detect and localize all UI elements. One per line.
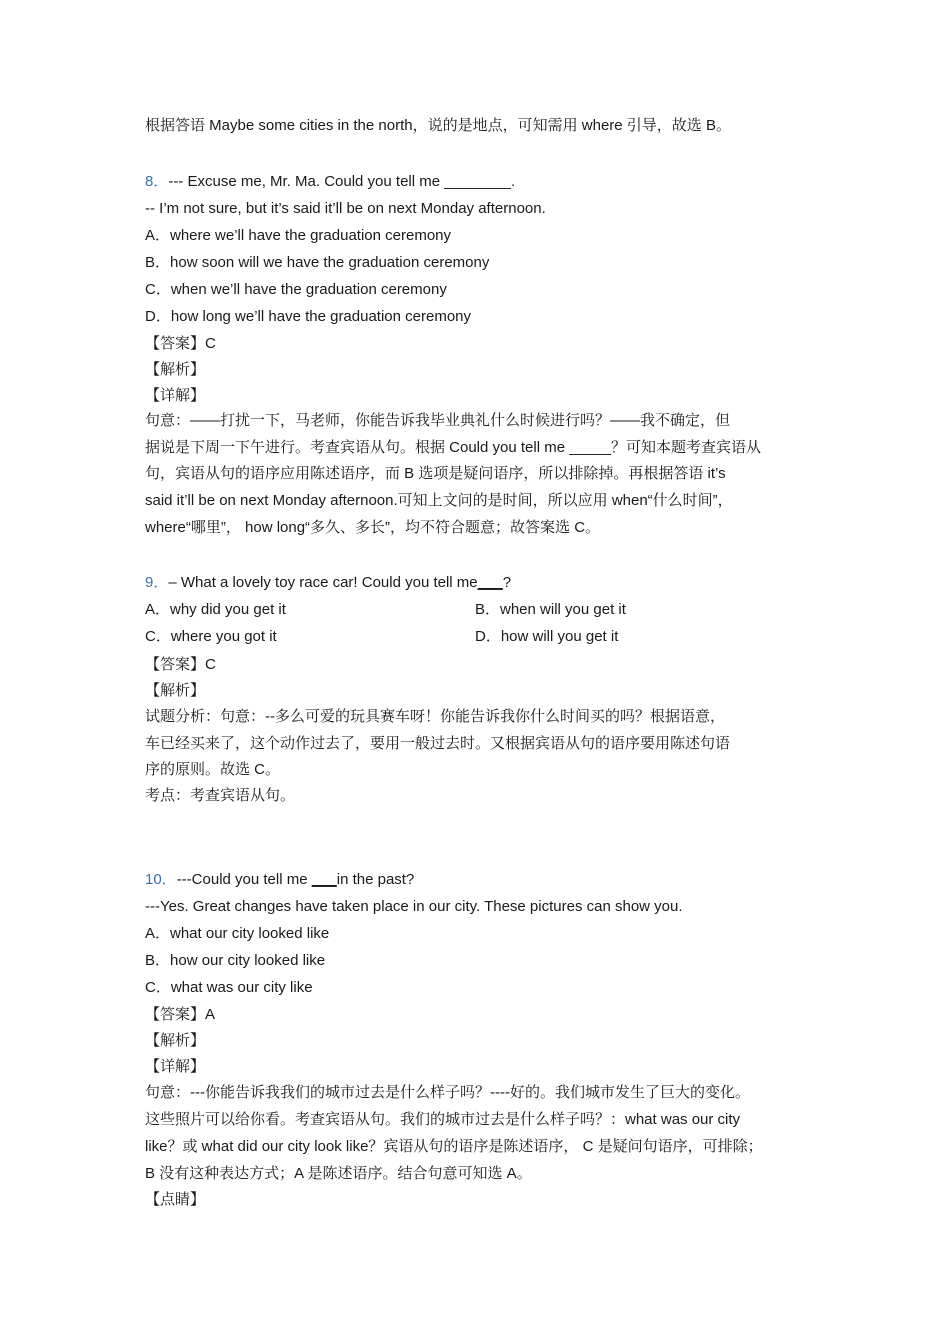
q9-explain-line: 车已经买来了，这个动作过去了，要用一般过去时。又根据宾语从句的语序要用陈述句语 — [145, 735, 731, 752]
q9-option-d: D．how will you get it — [475, 628, 619, 645]
q10-reply: ---Yes. Great changes have taken place in our city. These pictures can show you. — [145, 898, 683, 915]
q8-explain-line: 句意：——打扰一下，马老师，你能告诉我毕业典礼什么时候进行吗？——我不确定，但 — [145, 412, 731, 429]
q9-option-c: C．where you got it — [145, 628, 277, 645]
q8-option-d: D．how long we’ll have the graduation ceremony — [145, 308, 472, 325]
q8-detail-heading: 【详解】 — [145, 387, 206, 404]
q9-explain-line: 试题分析：句意：--多么可爱的玩具赛车呀！你能告诉我你什么时间买的吗？根据语意， — [145, 708, 725, 725]
q8-explain-line: where“哪里”， how long“多久、多长”，均不符合题意；故答案选 C。 — [145, 519, 601, 536]
q10-detail-heading: 【详解】 — [145, 1058, 206, 1075]
q8-stem — [145, 172, 515, 192]
q9-option-a: A．why did you get it — [145, 601, 286, 618]
q10-option-b: B．how our city looked like — [145, 952, 326, 969]
q9-analysis-heading: 【解析】 — [145, 682, 206, 699]
q10-number: 10． — [145, 871, 177, 888]
q9-stem-end: ? — [502, 574, 512, 591]
q10-tip-heading: 【点睛】 — [145, 1191, 206, 1208]
q10-stem-text: ---Could you tell me — [176, 871, 312, 888]
q9-stem — [145, 573, 511, 593]
q9-stem-text: – What a lovely toy race car! Could you tell me — [168, 574, 478, 591]
q8-option-a: A．where we’ll have the graduation ceremony — [145, 227, 451, 244]
q8-explain-line: 据说是下周一下午进行。考查宾语从句。根据 Could you tell me _____？可知本题考查宾语从 — [145, 439, 761, 456]
q8-stem-text: --- Excuse me, Mr. Ma. Could you tell me ________. — [168, 173, 516, 190]
q8-option-b: B．how soon will we have the graduation ceremony — [145, 254, 490, 271]
q10-analysis-heading: 【解析】 — [145, 1032, 206, 1049]
q9-blank: ___ — [477, 574, 503, 591]
q10-stem — [145, 870, 414, 890]
q8-explain-line: said it’ll be on next Monday afternoon.可知上文问的是时间，所以应用 when“什么时间”， — [145, 492, 733, 509]
q10-explain-line: like？或 what did our city look like？宾语从句的语序是陈述语序， C 是疑问句语序，可排除； — [145, 1138, 763, 1155]
q9-number: 9． — [145, 574, 169, 591]
q10-blank: ___ — [311, 871, 337, 888]
q10-explain-line: 句意：---你能告诉我我们的城市过去是什么样子吗？----好的。我们城市发生了巨大的变化。 — [145, 1084, 750, 1101]
q8-number: 8． — [145, 173, 169, 190]
q8-option-c: C．when we’ll have the graduation ceremony — [145, 281, 447, 298]
q10-option-a: A．what our city looked like — [145, 925, 330, 942]
q10-explain-line: 这些照片可以给你看。考查宾语从句。我们的城市过去是什么样子吗？：what was our city — [145, 1111, 741, 1128]
q10-answer: 【答案】A — [145, 1006, 216, 1023]
q9-answer: 【答案】C — [145, 656, 216, 673]
q10-explain-line: B 没有这种表达方式；A 是陈述语序。结合句意可知选 A。 — [145, 1165, 532, 1182]
q9-explain-line: 考点：考查宾语从句。 — [145, 787, 296, 804]
q8-explain-line: 句，宾语从句的语序应用陈述语序，而 B 选项是疑问语序，所以排除掉。再根据答语 it’s — [145, 465, 726, 482]
q8-reply: -- I’m not sure, but it’s said it’ll be on next Monday afternoon. — [145, 200, 546, 217]
q10-option-c: C．what was our city like — [145, 979, 313, 996]
q9-option-b: B．when will you get it — [475, 601, 626, 618]
intro-text: 根据答语 Maybe some cities in the north，说的是地点，可知需用 where 引导，故选 B。 — [145, 117, 731, 134]
q10-stem-end: in the past? — [336, 871, 415, 888]
q9-explain-line: 序的原则。故选 C。 — [145, 761, 281, 778]
q8-analysis-heading: 【解析】 — [145, 361, 206, 378]
q8-answer: 【答案】C — [145, 335, 216, 352]
